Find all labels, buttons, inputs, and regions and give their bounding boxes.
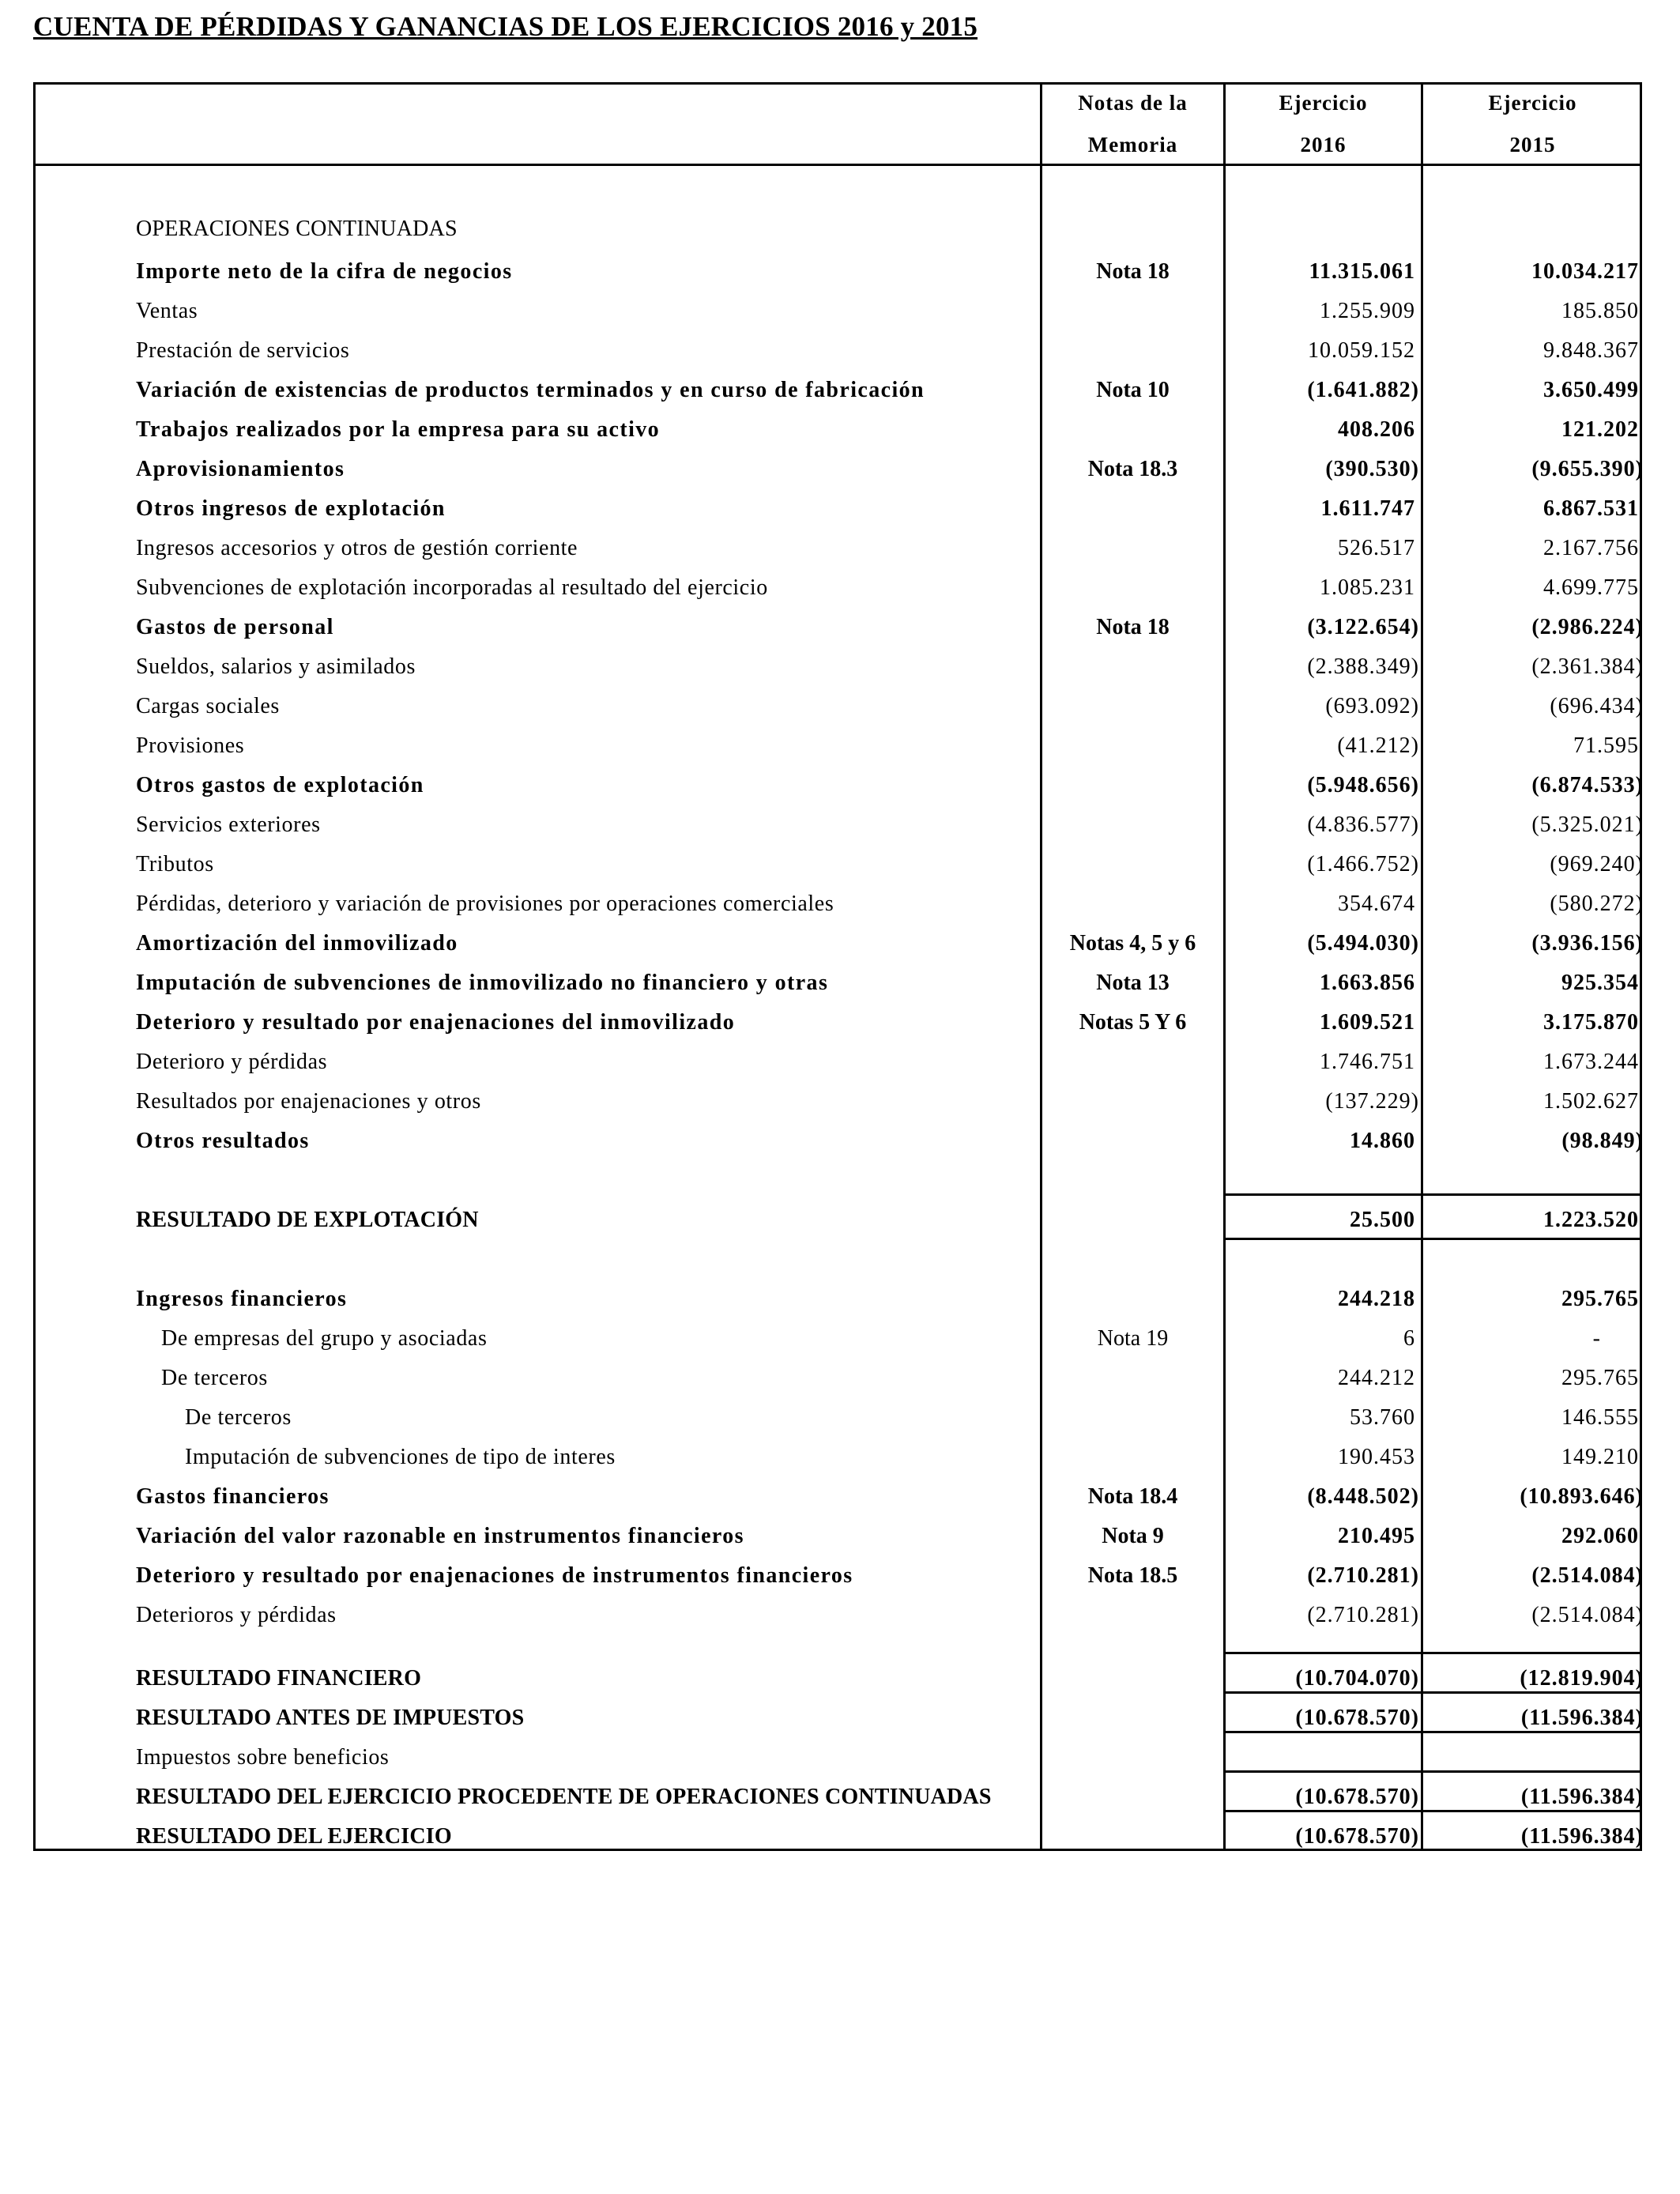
row-value-2015: (969.240) <box>1550 852 1644 876</box>
row-value-2016: (4.836.577) <box>1307 812 1419 837</box>
header-notes-line2: Memoria <box>1087 133 1178 156</box>
row-label: Variación de existencias de productos terminados y en curso de fabricación <box>136 378 925 402</box>
statement-row <box>0 963 1680 1003</box>
statement-row <box>0 1398 1680 1438</box>
row-value-2015: 4.699.775 <box>1543 575 1639 600</box>
row-label: Importe neto de la cifra de negocios <box>136 259 513 284</box>
row-value-2015: 295.765 <box>1561 1366 1639 1390</box>
header-year-2016-line2: 2016 <box>1300 133 1347 156</box>
header-year-2016 <box>1226 82 1421 166</box>
statement-row <box>0 489 1680 529</box>
header-year-2015 <box>1423 82 1642 166</box>
row-value-2015: (580.272) <box>1550 892 1644 916</box>
row-nota: Nota 13 <box>1096 971 1170 995</box>
row-label: Gastos de personal <box>136 615 334 639</box>
row-label: Variación del valor razonable en instrumentos financieros <box>136 1524 744 1548</box>
row-label: Otros gastos de explotación <box>136 773 424 797</box>
statement-row <box>0 1477 1680 1517</box>
row-nota: Notas 4, 5 y 6 <box>1069 931 1196 956</box>
statement-row <box>0 529 1680 568</box>
row-label: Deterioro y resultado por enajenaciones del inmovilizado <box>136 1010 736 1035</box>
row-value-2016: (8.448.502) <box>1307 1484 1419 1509</box>
row-label: OPERACIONES CONTINUADAS <box>136 217 458 241</box>
row-label: Resultados por enajenaciones y otros <box>136 1089 481 1114</box>
statement-row <box>0 1122 1680 1161</box>
row-value-2016: (390.530) <box>1325 457 1419 481</box>
row-label: De terceros <box>185 1405 292 1430</box>
statement-row <box>0 1359 1680 1398</box>
header-year-2015-line2: 2015 <box>1509 133 1556 156</box>
row-value-2015: 121.202 <box>1561 417 1639 442</box>
row-nota: Nota 18.4 <box>1087 1484 1178 1509</box>
row-label: Provisiones <box>136 733 245 758</box>
row-value-2016: (5.494.030) <box>1307 931 1419 956</box>
statement-row <box>0 647 1680 687</box>
row-value-2016: 1.746.751 <box>1320 1050 1415 1074</box>
row-value-2015: 1.673.244 <box>1543 1050 1639 1074</box>
header-notes <box>1042 82 1223 166</box>
row-value-2016: 1.663.856 <box>1320 971 1415 995</box>
row-value-2015: 1.502.627 <box>1543 1089 1639 1114</box>
row-value-2015: 185.850 <box>1561 299 1639 323</box>
row-value-2015: 6.867.531 <box>1543 496 1639 521</box>
row-label: Amortización del inmovilizado <box>136 931 458 956</box>
row-nota: Nota 18.3 <box>1087 457 1178 481</box>
row-label: Servicios exteriores <box>136 812 321 837</box>
row-value-2015: 146.555 <box>1561 1405 1639 1430</box>
statement-row <box>0 410 1680 450</box>
row-label: RESULTADO ANTES DE IMPUESTOS <box>136 1706 525 1730</box>
row-nota: Nota 18 <box>1096 259 1170 284</box>
row-value-2016: 10.059.152 <box>1308 338 1415 363</box>
row-value-2015: (10.893.646) <box>1520 1484 1644 1509</box>
row-value-2015: (12.819.904) <box>1520 1666 1644 1691</box>
row-value-2016: 1.609.521 <box>1320 1010 1415 1035</box>
row-value-2015: 9.848.367 <box>1543 338 1639 363</box>
row-label: De empresas del grupo y asociadas <box>161 1326 488 1351</box>
row-value-2016: (10.678.570) <box>1295 1785 1419 1809</box>
row-value-2015: (3.936.156) <box>1531 931 1644 956</box>
row-value-2016: 6 <box>1403 1326 1415 1351</box>
subtotal-rule <box>1423 1731 1642 1733</box>
subtotal-rule <box>1226 1652 1421 1654</box>
row-label: Imputación de subvenciones de inmovilizado no financiero y otras <box>136 971 829 995</box>
row-value-2016: (5.948.656) <box>1307 773 1419 797</box>
row-label: Ventas <box>136 299 198 323</box>
subtotal-rule <box>1226 1691 1421 1694</box>
row-label: Deterioro y pérdidas <box>136 1050 328 1074</box>
row-label: Ingresos accesorios y otros de gestión corriente <box>136 536 578 560</box>
statement-row <box>0 371 1680 410</box>
row-label: Sueldos, salarios y asimilados <box>136 654 416 679</box>
row-label: Deterioro y resultado por enajenaciones de instrumentos financieros <box>136 1563 853 1588</box>
row-nota: Notas 5 Y 6 <box>1079 1010 1187 1035</box>
subtotal-rule <box>1226 1810 1421 1812</box>
statement-row <box>0 331 1680 371</box>
subtotal-rule <box>1423 1193 1642 1196</box>
statement-row <box>0 1042 1680 1082</box>
row-value-2016: (2.388.349) <box>1307 654 1419 679</box>
subtotal-rule <box>1423 1652 1642 1654</box>
row-value-2015: (696.434) <box>1550 694 1644 718</box>
row-label: De terceros <box>161 1366 268 1390</box>
subtotal-rule <box>1423 1238 1642 1240</box>
row-value-2016: (1.466.752) <box>1307 852 1419 876</box>
row-label: Ingresos financieros <box>136 1287 348 1311</box>
row-value-2015: 925.354 <box>1561 971 1639 995</box>
row-value-2015: (2.514.084) <box>1531 1563 1644 1588</box>
header-notes-line1: Notas de la <box>1078 91 1188 115</box>
row-value-2016: 244.212 <box>1338 1366 1415 1390</box>
subtotal-rule <box>1423 1691 1642 1694</box>
row-value-2016: (3.122.654) <box>1307 615 1419 639</box>
row-value-2015: 295.765 <box>1561 1287 1639 1311</box>
statement-row <box>0 1517 1680 1556</box>
row-value-2015: (11.596.384) <box>1520 1785 1644 1809</box>
row-value-2015: 3.175.870 <box>1543 1010 1639 1035</box>
row-label: Pérdidas, deterioro y variación de provisiones por operaciones comerciales <box>136 892 834 916</box>
row-nota: Nota 18.5 <box>1087 1563 1178 1588</box>
row-value-2016: (10.678.570) <box>1295 1706 1419 1730</box>
statement-row <box>0 924 1680 963</box>
statement-row <box>0 1596 1680 1635</box>
row-label: Tributos <box>136 852 214 876</box>
row-value-2015: 149.210 <box>1561 1445 1639 1469</box>
statement-row <box>0 726 1680 766</box>
row-label: Cargas sociales <box>136 694 280 718</box>
row-value-2015: (2.514.084) <box>1531 1603 1644 1627</box>
statement-row <box>0 884 1680 924</box>
row-label: RESULTADO DE EXPLOTACIÓN <box>136 1208 479 1232</box>
row-label: Aprovisionamientos <box>136 457 345 481</box>
row-value-2016: 14.860 <box>1350 1129 1415 1153</box>
statement-row <box>0 209 1680 249</box>
row-value-2016: (41.212) <box>1337 733 1419 758</box>
row-label: Subvenciones de explotación incorporadas al resultado del ejercicio <box>136 575 768 600</box>
row-nota: Nota 10 <box>1096 378 1170 402</box>
statement-row <box>0 1003 1680 1042</box>
row-value-2016: 190.453 <box>1338 1445 1415 1469</box>
row-label: RESULTADO DEL EJERCICIO <box>136 1824 452 1849</box>
row-value-2015: (2.361.384) <box>1531 654 1644 679</box>
statement-row <box>0 252 1680 292</box>
statement-row <box>0 1319 1680 1359</box>
row-value-2015: 292.060 <box>1561 1524 1639 1548</box>
subtotal-rule <box>1226 1238 1421 1240</box>
row-value-2015: 10.034.217 <box>1531 259 1639 284</box>
statement-row <box>0 568 1680 608</box>
statement-row <box>0 1082 1680 1122</box>
row-value-2016: 354.674 <box>1338 892 1415 916</box>
row-label: Otros resultados <box>136 1129 310 1153</box>
subtotal-rule <box>1423 1770 1642 1773</box>
row-value-2015: (11.596.384) <box>1520 1706 1644 1730</box>
row-value-2015: (98.849) <box>1561 1129 1644 1153</box>
row-label: Deterioros y pérdidas <box>136 1603 337 1627</box>
statement-row <box>0 845 1680 884</box>
row-value-2016: (10.704.070) <box>1295 1666 1419 1691</box>
row-nota: Nota 19 <box>1097 1326 1169 1351</box>
row-value-2015: (5.325.021) <box>1531 812 1644 837</box>
row-value-2015: (11.596.384) <box>1520 1824 1644 1849</box>
row-value-2016: 11.315.061 <box>1309 259 1415 284</box>
statement-row <box>0 1438 1680 1477</box>
statement-row <box>0 805 1680 845</box>
row-value-2016: 408.206 <box>1338 417 1415 442</box>
subtotal-rule <box>1423 1810 1642 1812</box>
row-value-2016: (2.710.281) <box>1307 1563 1419 1588</box>
row-value-2015: (2.986.224) <box>1531 615 1644 639</box>
statement-row <box>0 292 1680 331</box>
header-year-2015-line1: Ejercicio <box>1488 91 1577 115</box>
row-value-2016: 53.760 <box>1350 1405 1415 1430</box>
row-label: RESULTADO FINANCIERO <box>136 1666 422 1691</box>
row-value-2016: (137.229) <box>1325 1089 1419 1114</box>
row-value-2016: (2.710.281) <box>1307 1603 1419 1627</box>
row-label: RESULTADO DEL EJERCICIO PROCEDENTE DE OPERACIONES CONTINUADAS <box>136 1785 992 1809</box>
row-value-2015: (9.655.390) <box>1531 457 1644 481</box>
statement-row <box>0 766 1680 805</box>
statement-row <box>0 1280 1680 1319</box>
row-value-2016: 25.500 <box>1350 1208 1415 1232</box>
statement-row <box>0 450 1680 489</box>
row-value-2016: 1.611.747 <box>1320 496 1415 521</box>
statement-row <box>0 1556 1680 1596</box>
row-value-2015: - <box>1592 1326 1601 1351</box>
row-value-2015: 1.223.520 <box>1543 1208 1639 1232</box>
row-nota: Nota 9 <box>1102 1524 1164 1548</box>
row-value-2016: (1.641.882) <box>1307 378 1419 402</box>
row-label: Prestación de servicios <box>136 338 350 363</box>
row-label: Trabajos realizados por la empresa para su activo <box>136 417 661 442</box>
header-year-2016-line1: Ejercicio <box>1279 91 1368 115</box>
statement-row <box>0 608 1680 647</box>
row-value-2016: 526.517 <box>1338 536 1415 560</box>
row-label: Otros ingresos de explotación <box>136 496 446 521</box>
row-value-2015: 71.595 <box>1573 733 1639 758</box>
row-value-2016: (693.092) <box>1325 694 1419 718</box>
subtotal-rule <box>1226 1770 1421 1773</box>
row-value-2015: 3.650.499 <box>1543 378 1639 402</box>
row-value-2015: (6.874.533) <box>1531 773 1644 797</box>
row-value-2016: 1.085.231 <box>1320 575 1415 600</box>
row-value-2015: 2.167.756 <box>1543 536 1639 560</box>
statement-row <box>0 1817 1680 1857</box>
row-label: Impuestos sobre beneficios <box>136 1745 390 1770</box>
statement-row <box>0 687 1680 726</box>
document-title: CUENTA DE PÉRDIDAS Y GANANCIAS DE LOS EJERCICIOS 2016 y 2015 <box>33 11 978 42</box>
row-value-2016: 1.255.909 <box>1320 299 1415 323</box>
statement-row <box>0 1201 1680 1240</box>
row-label: Gastos financieros <box>136 1484 330 1509</box>
row-value-2016: (10.678.570) <box>1295 1824 1419 1849</box>
subtotal-rule <box>1226 1193 1421 1196</box>
row-label: Imputación de subvenciones de tipo de interes <box>185 1445 616 1469</box>
subtotal-rule <box>1226 1731 1421 1733</box>
row-value-2016: 210.495 <box>1338 1524 1415 1548</box>
row-nota: Nota 18 <box>1096 615 1170 639</box>
row-value-2016: 244.218 <box>1338 1287 1415 1311</box>
